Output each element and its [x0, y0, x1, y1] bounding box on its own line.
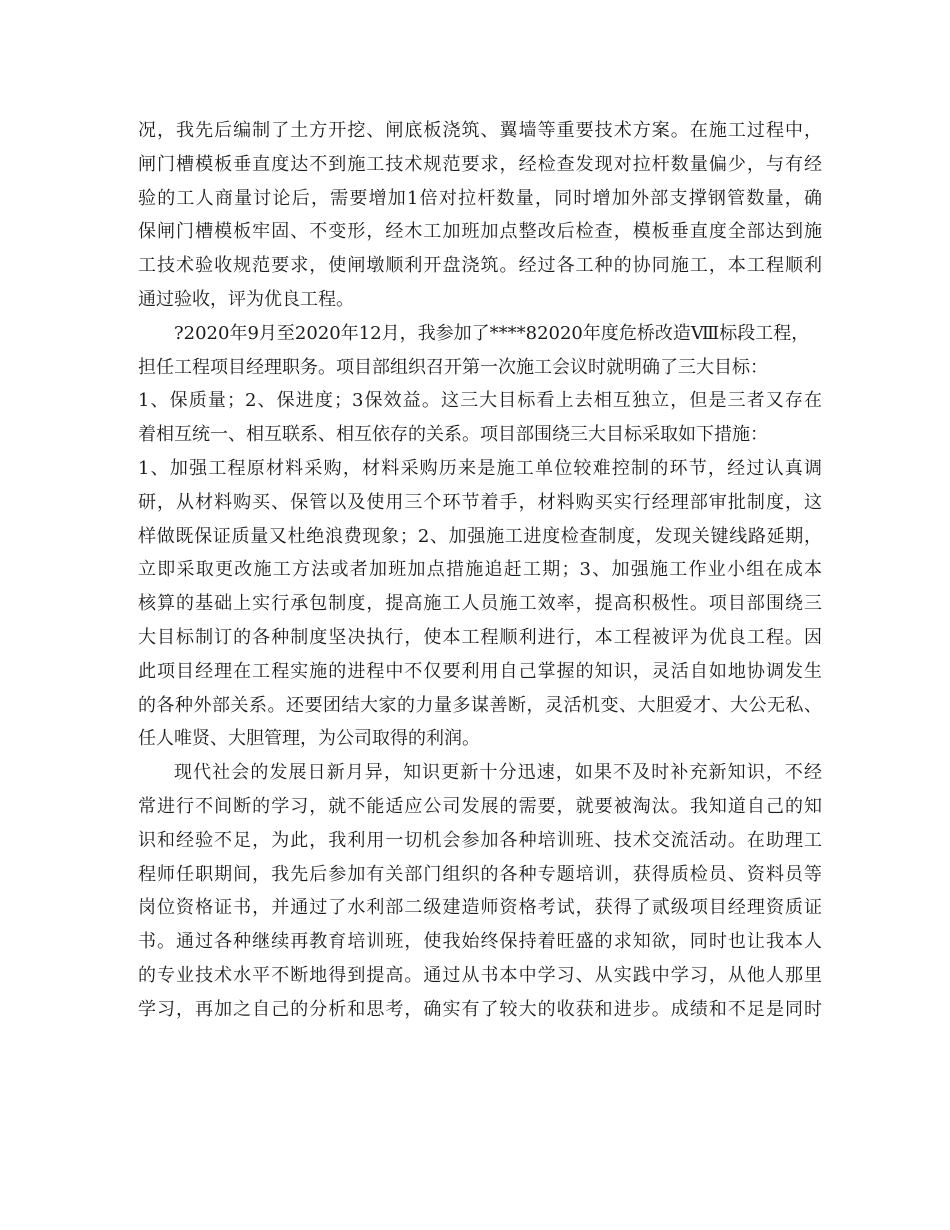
text-line: 立即采取更改施工方法或者加班加点措施追赶工期；3、加强施工作业小组在成本 [138, 559, 822, 581]
text-line: 通过验收，评为优良工程。 [138, 288, 354, 310]
text-line: 闸门槽模板垂直度达不到施工技术规范要求，经检查发现对拉杆数量偏少，与有经 [138, 153, 822, 175]
text-line: 工技术验收规范要求，使闸墩顺利开盘浇筑。经过各工种的协同施工，本工程顺利 [138, 255, 822, 277]
text-line: 此项目经理在工程实施的进程中不仅要利用自己掌握的知识，灵活自如地协调发生 [138, 660, 822, 682]
text-line: 样做既保证质量又杜绝浪费现象；2、加强施工进度检查制度，发现关键线路延期， [138, 525, 822, 547]
text-line: 常进行不间断的学习，就不能适应公司发展的需要，就要被淘汰。我知道自己的知 [138, 795, 822, 817]
text-line: 保闸门槽模板牢固、不变形，经木工加班加点整改后检查，模板垂直度全部达到施 [138, 221, 822, 243]
text-line: 核算的基础上实行承包制度，提高施工人员施工效率，提高积极性。项目部围绕三 [138, 593, 822, 615]
text-line: 研，从材料购买、保管以及使用三个环节着手，材料购买实行经理部审批制度，这 [138, 491, 822, 513]
text-line: 岗位资格证书，并通过了水利部二级建造师资格考试，获得了贰级项目经理资质证 [138, 897, 822, 919]
paragraph-1 [138, 114, 822, 317]
text-line: 1、加强工程原材料采购，材料采购历来是施工单位较难控制的环节，经过认真调 [138, 457, 822, 479]
text-line: 大目标制订的各种制度坚决执行，使本工程顺利进行，本工程被评为优良工程。因 [138, 626, 822, 648]
text-line: 1、保质量；2、保进度；3保效益。这三大目标看上去相互独立，但是三者又存在 [138, 390, 822, 412]
text-line: 任人唯贤、大胆管理，为公司取得的利润。 [138, 728, 480, 750]
text-line: 的各种外部关系。还要团结大家的力量多谋善断，灵活机变、大胆爱才、大公无私、 [138, 694, 822, 716]
text-line: 现代社会的发展日新月异，知识更新十分迅速，如果不及时补充新知识，不经 [174, 762, 822, 784]
text-line: 程师任职期间，我先后参加有关部门组织的各种专题培训，获得质检员、资料员等 [138, 863, 822, 885]
text-line: 担任工程项目经理职务。项目部组织召开第一次施工会议时就明确了三大目标： [138, 356, 768, 378]
text-line: ?2020年9月至2020年12月，我参加了****82020年度危桥改造Ⅷ标段工程， [174, 322, 810, 344]
text-line: 的专业技术水平不断地得到提高。通过从书本中学习、从实践中学习，从他人那里 [138, 964, 822, 986]
text-line: 验的工人商量讨论后，需要增加1倍对拉杆数量，同时增加外部支撑钢管数量，确 [138, 187, 822, 209]
paragraph-2 [138, 317, 822, 756]
text-line: 况，我先后编制了土方开挖、闸底板浇筑、翼墙等重要技术方案。在施工过程中， [138, 120, 822, 141]
paragraph-3 [138, 756, 822, 1026]
text-line: 学习，再加之自己的分析和思考，确实有了较大的收获和进步。成绩和不足是同时 [138, 998, 822, 1020]
text-line: 识和经验不足，为此，我利用一切机会参加各种培训班、技术交流活动。在助理工 [138, 829, 822, 851]
text-line: 着相互统一、相互联系、相互依存的关系。项目部围绕三大目标采取如下措施： [138, 424, 768, 446]
text-line: 书。通过各种继续再教育培训班，使我始终保持着旺盛的求知欲，同时也让我本人 [138, 931, 822, 953]
document-body [138, 114, 822, 1027]
